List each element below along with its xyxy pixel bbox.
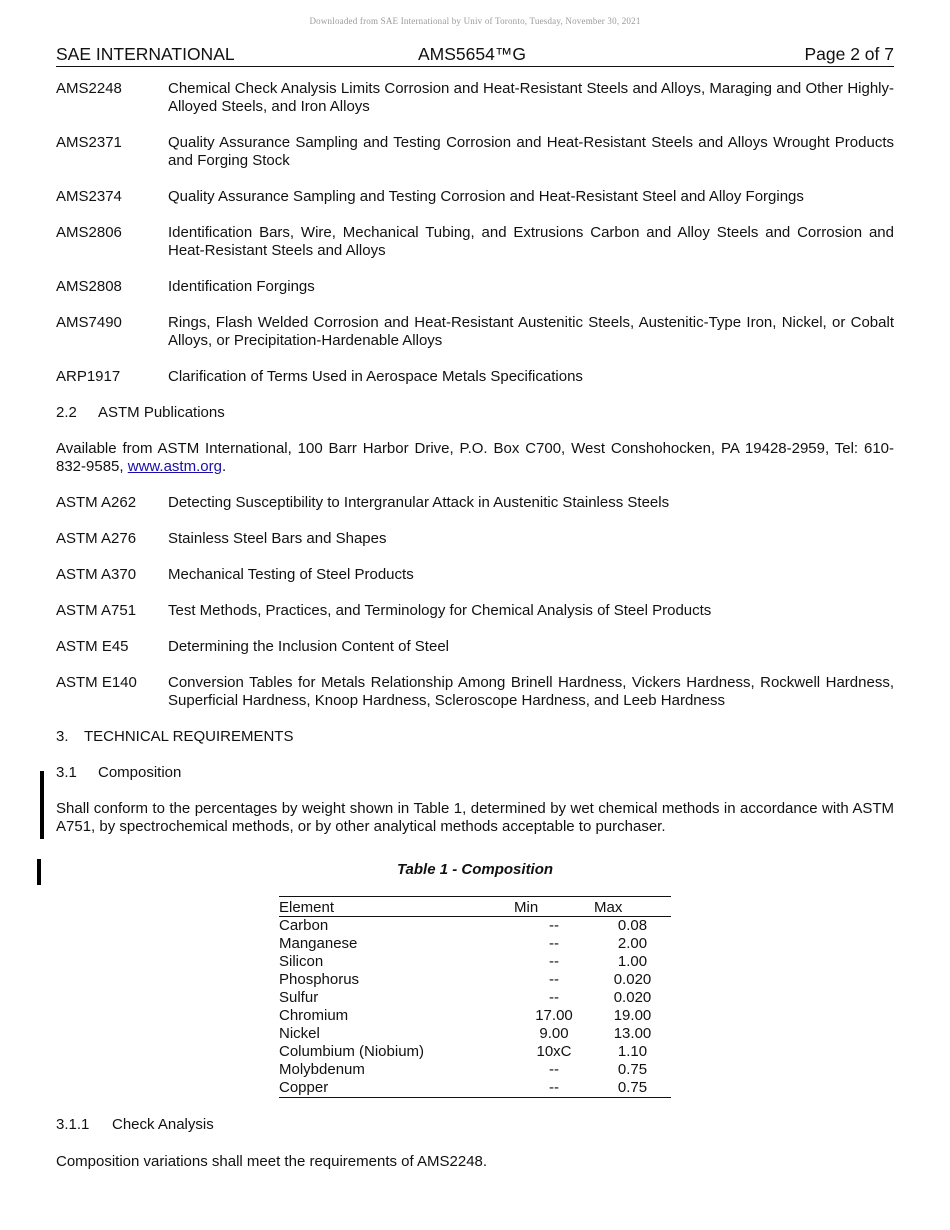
reference-title: Detecting Susceptibility to Intergranular Attack in Austenitic Stainless Steels	[168, 494, 670, 511]
reference-code: AMS7490	[56, 314, 122, 331]
max-cell: 2.00	[617, 935, 648, 952]
section-number: 2.2	[56, 404, 77, 421]
element-cell: Carbon	[279, 917, 329, 934]
astm-website-link[interactable]: www.astm.org	[127, 458, 222, 475]
reference-item	[56, 224, 894, 260]
reference-title: Rings, Flash Welded Corrosion and Heat-Resistant Austenitic Steels, Austenitic-Type Iron, Nickel, or Cobalt Alloys, or Precipitation-Hardenable Alloys	[168, 314, 894, 349]
table-row	[279, 1007, 671, 1025]
table-row	[279, 989, 671, 1007]
column-header-max: Max	[594, 897, 671, 917]
column-header-min: Min	[514, 897, 594, 917]
section-number: 3.1.1	[56, 1116, 90, 1133]
element-cell: Copper	[279, 1079, 329, 1096]
reference-title: Mechanical Testing of Steel Products	[168, 566, 414, 583]
reference-code: AMS2808	[56, 278, 122, 295]
min-cell: --	[549, 917, 559, 934]
header-doc-number: AMS5654™G	[418, 44, 526, 64]
min-cell: --	[549, 989, 559, 1006]
max-cell: 0.75	[617, 1079, 648, 1096]
reference-item	[56, 80, 894, 116]
reference-code: AMS2806	[56, 224, 122, 241]
section-title: TECHNICAL REQUIREMENTS	[84, 728, 294, 745]
element-cell: Phosphorus	[279, 971, 360, 988]
table-header-row	[279, 897, 671, 917]
reference-item	[56, 368, 894, 386]
column-header-element: Element	[279, 897, 514, 917]
link-suffix: .	[221, 458, 227, 475]
table-caption: Table 1 - Composition	[396, 861, 554, 878]
header-org: SAE INTERNATIONAL	[56, 44, 235, 64]
max-cell: 0.020	[613, 989, 652, 1006]
min-cell: --	[549, 971, 559, 988]
header-page-number: Page 2 of 7	[804, 44, 894, 64]
min-cell: --	[549, 953, 559, 970]
max-cell: 13.00	[613, 1025, 652, 1042]
min-cell: --	[549, 1061, 559, 1078]
reference-title: Identification Bars, Wire, Mechanical Tubing, and Extrusions Carbon and Alloy Steels and Corrosion and Heat-Resistant Steels and Alloys	[168, 224, 894, 259]
min-cell: --	[549, 1079, 559, 1096]
page-header	[56, 44, 894, 67]
table-row	[279, 953, 671, 971]
reference-code: ASTM E45	[56, 638, 129, 655]
min-cell: --	[549, 935, 559, 952]
reference-code: ASTM A370	[56, 566, 137, 583]
reference-title: Conversion Tables for Metals Relationship Among Brinell Hardness, Vickers Hardness, Rockwell Hardness, Superficial Hardness, Knoop Hardness, Scleroscope Hardness, and Leeb Hardness	[168, 674, 894, 709]
astm-reference-list	[56, 494, 894, 710]
element-cell: Molybdenum	[279, 1061, 365, 1078]
table-row	[279, 971, 671, 989]
table-row	[279, 1025, 671, 1043]
max-cell: 0.75	[617, 1061, 648, 1078]
reference-title: Chemical Check Analysis Limits Corrosion and Heat-Resistant Steels and Alloys, Maraging and Other Highly-Alloyed Steels, and Iron Alloys	[168, 80, 894, 115]
min-cell: 9.00	[539, 1025, 569, 1042]
element-cell: Sulfur	[279, 989, 319, 1006]
reference-title: Quality Assurance Sampling and Testing Corrosion and Heat-Resistant Steel and Alloy Forgings	[168, 188, 804, 205]
max-cell: 1.10	[617, 1043, 648, 1060]
reference-code: ASTM A262	[56, 494, 137, 511]
min-cell: 17.00	[535, 1007, 573, 1024]
reference-title: Determining the Inclusion Content of Steel	[168, 638, 449, 655]
reference-item	[56, 530, 894, 548]
composition-table	[279, 896, 671, 1098]
section-heading-3-1	[56, 764, 894, 782]
reference-item	[56, 314, 894, 350]
reference-code: ARP1917	[56, 368, 121, 385]
section-number: 3.1	[56, 764, 77, 781]
reference-code: ASTM A751	[56, 602, 137, 619]
astm-availability-paragraph	[56, 440, 894, 476]
reference-item	[56, 674, 894, 710]
check-analysis-paragraph: Composition variations shall meet the requirements of AMS2248.	[56, 1153, 488, 1170]
section-title: Check Analysis	[112, 1116, 214, 1133]
max-cell: 0.020	[613, 971, 652, 988]
section-number: 3.	[56, 728, 69, 745]
element-cell: Silicon	[279, 953, 324, 970]
reference-item	[56, 278, 894, 296]
reference-title: Test Methods, Practices, and Terminology for Chemical Analysis of Steel Products	[168, 602, 712, 619]
reference-item	[56, 602, 894, 620]
table-row	[279, 935, 671, 953]
sae-reference-list	[56, 80, 894, 386]
section-heading-3	[56, 728, 894, 746]
reference-item	[56, 494, 894, 512]
element-cell: Nickel	[279, 1025, 320, 1042]
document-body	[56, 80, 894, 854]
table-row	[279, 1043, 671, 1061]
element-cell: Columbium (Niobium)	[279, 1043, 425, 1060]
reference-code: AMS2374	[56, 188, 122, 205]
section-heading-2-2	[56, 404, 894, 422]
reference-item	[56, 188, 894, 206]
section-title: ASTM Publications	[98, 404, 225, 421]
table-row	[279, 917, 671, 936]
element-cell: Manganese	[279, 935, 358, 952]
reference-title: Identification Forgings	[168, 278, 315, 295]
max-cell: 19.00	[613, 1007, 652, 1024]
availability-text: Available from ASTM International, 100 Barr Harbor Drive, P.O. Box C700, West Conshohocken, PA 19428-2959, Tel: 610-832-9585,	[56, 440, 894, 475]
reference-item	[56, 566, 894, 584]
reference-code: ASTM E140	[56, 674, 137, 691]
reference-code: AMS2371	[56, 134, 122, 151]
reference-title: Stainless Steel Bars and Shapes	[168, 530, 387, 547]
table-row	[279, 1061, 671, 1079]
element-cell: Chromium	[279, 1007, 349, 1024]
revision-change-bar	[40, 771, 44, 839]
reference-code: AMS2248	[56, 80, 122, 97]
reference-title: Clarification of Terms Used in Aerospace Metals Specifications	[168, 368, 583, 385]
reference-item	[56, 134, 894, 170]
reference-title: Quality Assurance Sampling and Testing Corrosion and Heat-Resistant Steels and Alloys Wrought Products and Forging Stock	[168, 134, 894, 169]
max-cell: 0.08	[617, 917, 648, 934]
composition-paragraph: Shall conform to the percentages by weight shown in Table 1, determined by wet chemical methods in accordance with ASTM A751, by spectrochemical methods, or by other analytical methods acceptable to purchaser.	[56, 800, 894, 835]
max-cell: 1.00	[617, 953, 648, 970]
reference-code: ASTM A276	[56, 530, 137, 547]
section-title: Composition	[98, 764, 182, 781]
reference-item	[56, 638, 894, 656]
min-cell: 10xC	[536, 1043, 572, 1060]
section-heading-3-1-1	[56, 1116, 894, 1134]
download-watermark: Downloaded from SAE International by Univ of Toronto, Tuesday, November 30, 2021	[309, 16, 641, 26]
table-row	[279, 1079, 671, 1098]
